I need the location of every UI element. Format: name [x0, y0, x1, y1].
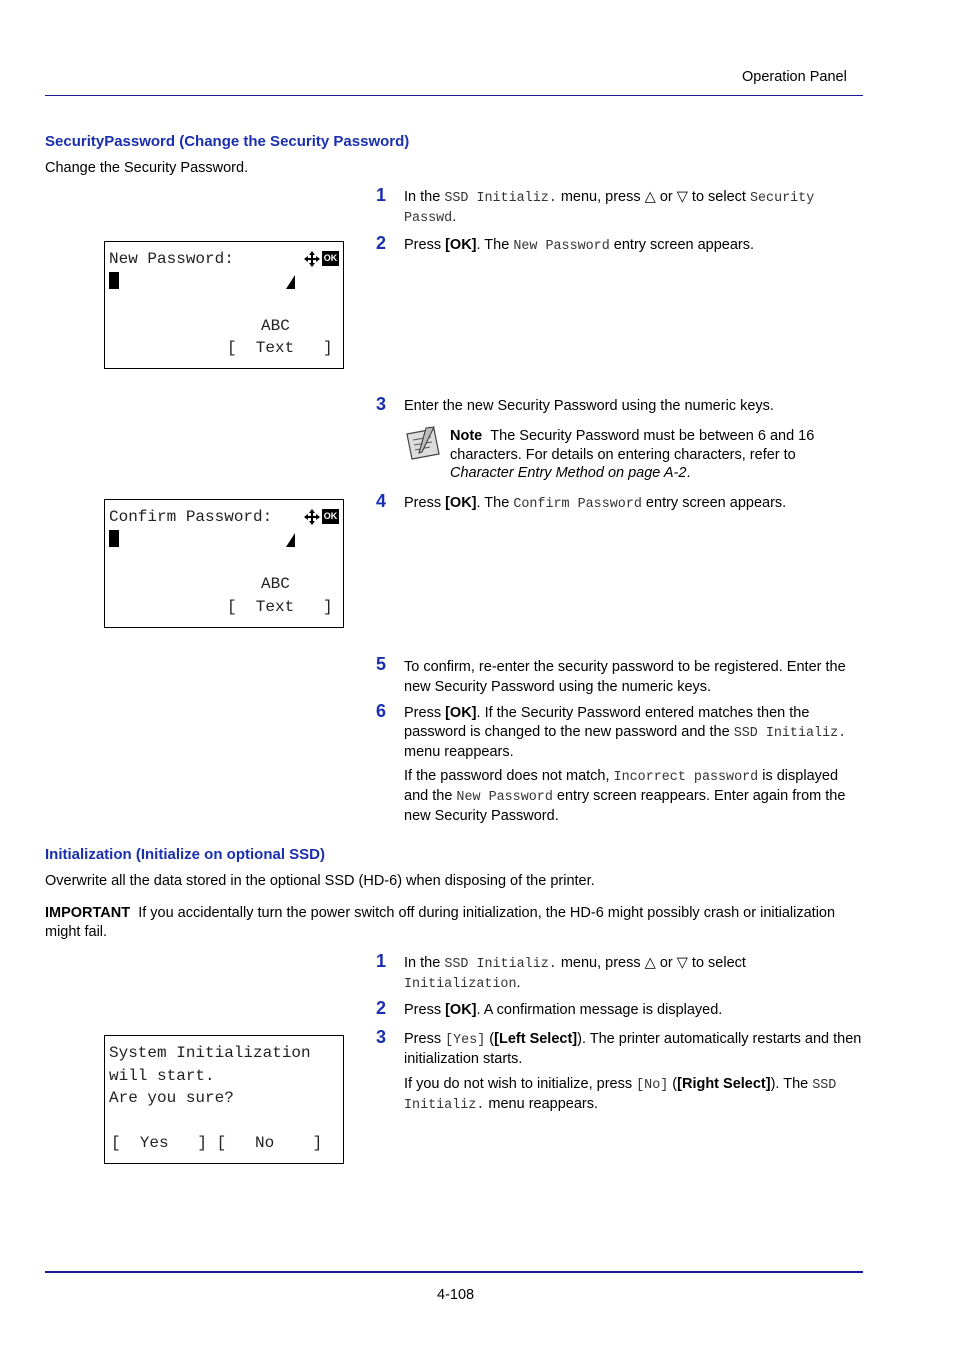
lcd-softkeys: [ Yes ] [ No ] — [111, 1134, 323, 1152]
lcd-line: will start. — [109, 1067, 215, 1085]
step-text: Press [OK]. If the Security Password entered matches then the password is changed to the new password and the SSD Initializ. menu reappears. — [404, 705, 847, 760]
section-intro: Overwrite all the data stored in the optional SSD (HD-6) when disposing of the printer. — [45, 873, 595, 889]
text-cursor — [109, 530, 119, 547]
running-header: Operation Panel — [742, 69, 847, 85]
lcd-title: New Password: — [109, 250, 234, 268]
header-rule — [45, 95, 863, 96]
section-heading: Initialization (Initialize on optional SSD) — [45, 846, 325, 863]
step-number: 1 — [376, 185, 387, 205]
step-number: 3 — [376, 394, 387, 414]
ok-icon: OK — [322, 251, 339, 266]
step-text: If the password does not match, Incorrect password is displayed and the New Password entry screen reappears. Enter again from the new Security Password. — [404, 768, 846, 824]
ok-icon: OK — [322, 509, 339, 524]
step-number: 5 — [376, 654, 387, 674]
note-icon — [404, 426, 442, 460]
section-heading: SecurityPassword (Change the Security Password) — [45, 133, 410, 150]
lcd-mode: ABC — [261, 317, 290, 335]
step-text: Enter the new Security Password using the numeric keys. — [404, 398, 774, 414]
lcd-new-password — [104, 241, 344, 369]
signal-icon — [286, 533, 295, 547]
lcd-softkey: [ Text ] — [227, 339, 333, 357]
lcd-line: Are you sure? — [109, 1089, 234, 1107]
section-intro: Change the Security Password. — [45, 160, 249, 176]
step-number: 3 — [376, 1027, 387, 1047]
lcd-confirm-password — [104, 499, 344, 628]
lcd-mode: ABC — [261, 575, 290, 593]
step-text: To confirm, re-enter the security password to be registered. Enter the new Security Password using the numeric keys. — [404, 659, 846, 695]
important-notice: IMPORTANT If you accidentally turn the power switch off during initialization, the HD-6 might possibly crash or initialization might fail. — [45, 905, 836, 940]
step-text: Press [OK]. The New Password entry screen appears. — [404, 237, 755, 254]
note-text: Note The Security Password must be between 6 and 16 characters. For details on entering characters, refer to Character Entry Method on page A-2. — [450, 428, 815, 481]
step-text: In the SSD Initializ. menu, press △ or ▽ to select Security Passwd. — [404, 189, 815, 226]
step-text: Press [OK]. A confirmation message is displayed. — [404, 1002, 723, 1018]
lcd-title: Confirm Password: — [109, 508, 273, 526]
cross-arrows-icon — [303, 508, 321, 526]
step-text: If you do not wish to initialize, press [No] ([Right Select]). The SSD Initializ. menu reappears. — [404, 1076, 837, 1113]
text-cursor — [109, 272, 119, 289]
step-number: 2 — [376, 998, 387, 1018]
step-number: 2 — [376, 233, 387, 253]
page-number: 4-108 — [437, 1287, 475, 1303]
lcd-system-initialization — [104, 1035, 344, 1164]
step-text: Press [Yes] ([Left Select]). The printer automatically restarts and then initialization starts. — [404, 1031, 862, 1067]
step-number: 6 — [376, 701, 387, 721]
lcd-softkey: [ Text ] — [227, 598, 333, 616]
signal-icon — [286, 275, 295, 289]
footer-rule — [45, 1271, 863, 1273]
lcd-line: System Initialization — [109, 1044, 311, 1062]
step-text: Press [OK]. The Confirm Password entry screen appears. — [404, 495, 787, 512]
step-number: 1 — [376, 951, 387, 971]
cross-arrows-icon — [303, 250, 321, 268]
step-number: 4 — [376, 491, 387, 511]
step-text: In the SSD Initializ. menu, press △ or ▽ to select Initialization. — [404, 955, 746, 992]
